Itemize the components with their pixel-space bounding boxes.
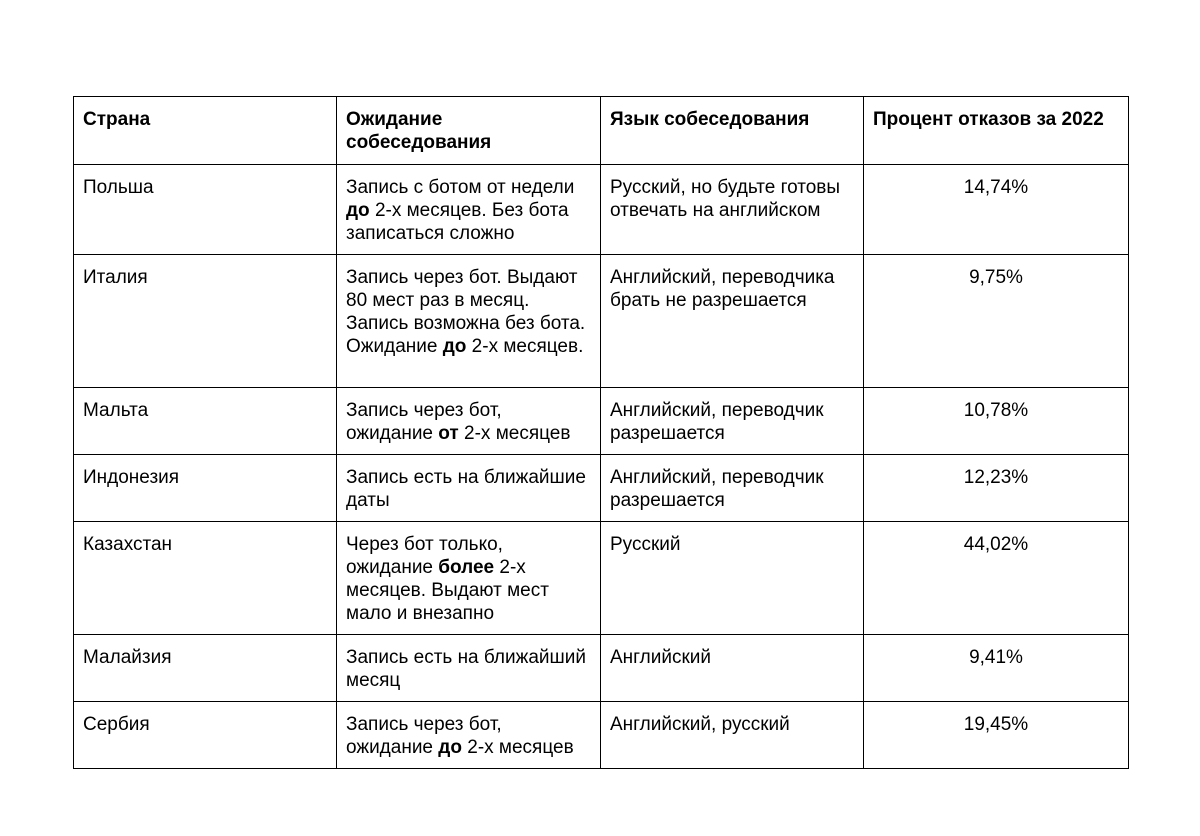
cell-wait bbox=[337, 522, 601, 635]
wait-text: Запись с ботом от недели bbox=[346, 177, 575, 198]
wait-text: 2-х месяцев. Выдают мест мало и внезапно bbox=[346, 557, 549, 624]
header-rejections: Процент отказов за 2022 bbox=[864, 97, 1129, 165]
cell-rejections: 12,23% bbox=[864, 455, 1129, 522]
wait-text: Запись есть на ближайший месяц bbox=[346, 647, 586, 691]
wait-text: Запись через бот, ожидание bbox=[346, 400, 502, 444]
table-header-row bbox=[74, 97, 1129, 165]
cell-country: Малайзия bbox=[74, 635, 337, 702]
header-language: Язык собеседования bbox=[601, 97, 864, 165]
cell-country: Италия bbox=[74, 255, 337, 388]
cell-rejections: 10,78% bbox=[864, 388, 1129, 455]
cell-language: Английский, переводчик разрешается bbox=[601, 388, 864, 455]
header-country: Страна bbox=[74, 97, 337, 165]
wait-text: 2-х месяцев bbox=[458, 423, 571, 444]
table-row bbox=[74, 522, 1129, 635]
table-row bbox=[74, 702, 1129, 769]
wait-text: Через бот только, ожидание bbox=[346, 534, 503, 578]
header-wait: Ожидание собеседования bbox=[337, 97, 601, 165]
cell-country: Мальта bbox=[74, 388, 337, 455]
wait-emphasis: до bbox=[442, 336, 467, 357]
cell-language: Русский, но будьте готовы отвечать на английском bbox=[601, 165, 864, 255]
cell-wait bbox=[337, 388, 601, 455]
wait-text: 2-х месяцев. Без бота записаться сложно bbox=[346, 200, 569, 244]
cell-wait bbox=[337, 165, 601, 255]
wait-text: Запись через бот, ожидание bbox=[346, 714, 502, 758]
cell-country: Индонезия bbox=[74, 455, 337, 522]
cell-language: Английский, русский bbox=[601, 702, 864, 769]
cell-language: Английский bbox=[601, 635, 864, 702]
wait-text: 2-х месяцев bbox=[461, 737, 574, 758]
cell-wait bbox=[337, 702, 601, 769]
wait-emphasis: более bbox=[438, 557, 495, 578]
table-row bbox=[74, 388, 1129, 455]
table-row bbox=[74, 165, 1129, 255]
cell-rejections: 19,45% bbox=[864, 702, 1129, 769]
cell-country: Казахстан bbox=[74, 522, 337, 635]
cell-country: Польша bbox=[74, 165, 337, 255]
cell-rejections: 9,41% bbox=[864, 635, 1129, 702]
wait-emphasis: до bbox=[438, 737, 462, 758]
cell-wait bbox=[337, 635, 601, 702]
wait-text: Запись через бот. Выдают 80 мест раз в месяц. Запись возможна без бота. Ожидание bbox=[346, 267, 586, 357]
cell-rejections: 44,02% bbox=[864, 522, 1129, 635]
table-row bbox=[74, 455, 1129, 522]
visa-interview-table bbox=[73, 96, 1129, 769]
cell-rejections: 14,74% bbox=[864, 165, 1129, 255]
cell-language: Английский, переводчика брать не разрешается bbox=[601, 255, 864, 388]
cell-wait bbox=[337, 255, 601, 388]
cell-wait bbox=[337, 455, 601, 522]
wait-text: 2-х месяцев. bbox=[466, 336, 584, 357]
table-row bbox=[74, 635, 1129, 702]
cell-rejections: 9,75% bbox=[864, 255, 1129, 388]
wait-emphasis: до bbox=[346, 200, 370, 221]
wait-text: Запись есть на ближайшие даты bbox=[346, 467, 586, 511]
cell-language: Английский, переводчик разрешается bbox=[601, 455, 864, 522]
table-row bbox=[74, 255, 1129, 388]
wait-emphasis: от bbox=[438, 423, 459, 444]
cell-language: Русский bbox=[601, 522, 864, 635]
cell-country: Сербия bbox=[74, 702, 337, 769]
